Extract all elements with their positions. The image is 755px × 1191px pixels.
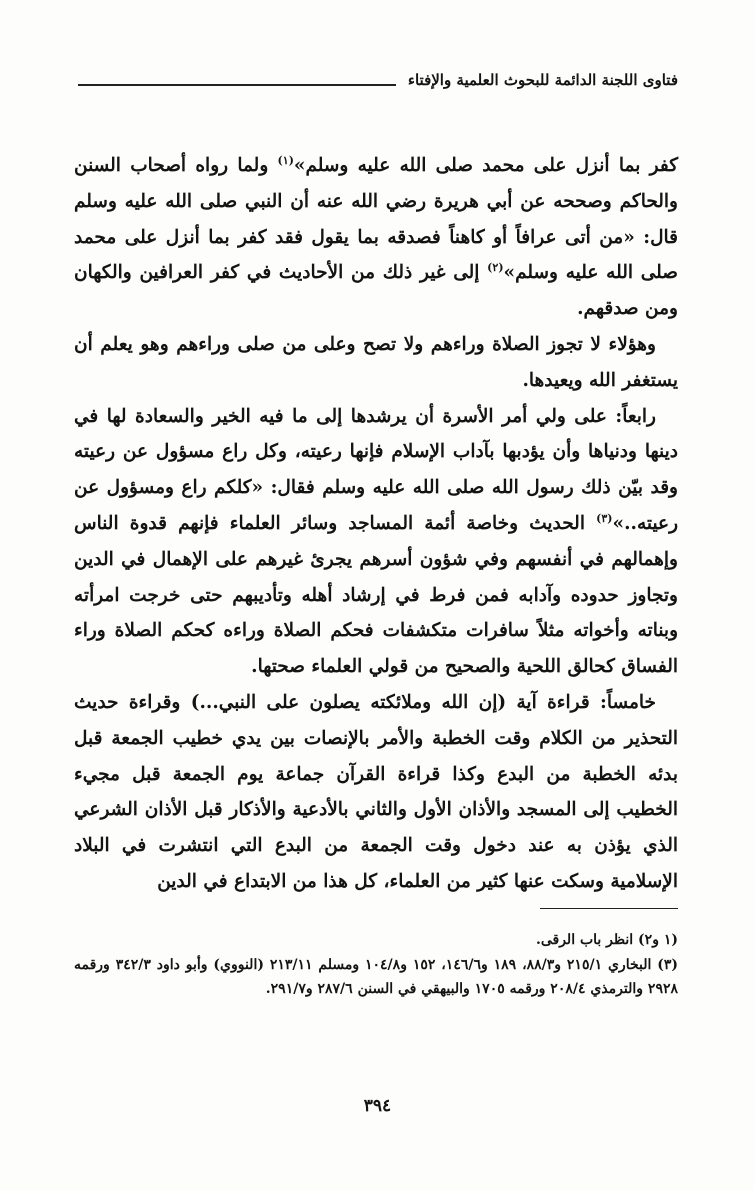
header-rule [78, 84, 396, 86]
footnote-2: (٣) البخاري ٢١٥/١ و٨٨/٣، ١٨٩ و١٤٦/٦، ١٥٢ و١٠٤/٨ ومسلم ٢١٣/١١ (النووي) وأبو داود ٣٤٢/٣ ورقمه ٢٩٢٨ والترمذي ٢٠٨/٤ ورقمه ١٧٠٥ والبيهقي في السنن ٢٨٧/٦ و٢٩١/٧. [74, 956, 679, 997]
paragraph-1: كفر بما أنزل على محمد صلى الله عليه وسلم»$^{(١)}$ ولما رواه أصحاب السنن والحاكم وصححه عن أبي هريرة رضي الله عنه أن النبي صلى الله عليه وسلم قال: «من أتى عرافاً أو كاهناً فصدقه بما يقول فقد كفر بما أنزل على محمد صلى الله عليه وسلم»$^{(٢)}$ إلى غير ذلك من الأحاديث في كفر العرافين والكهان ومن صدقهم. [74, 153, 679, 320]
footnote-ref-3: (٣) [596, 511, 613, 525]
footnote-ref-2: (٢) [487, 261, 504, 275]
paragraph-3: رابعاً: على ولي أمر الأسرة أن يرشدها إلى ما فيه الخير والسعادة لها في دينها ودنياها وأن يؤدبها بآداب الإسلام فإنها رعيته، وكل راع مسؤول عن رعيته وقد بيّن ذلك رسول الله صلى الله عليه وسلم فقال: «كلكم راع ومسؤول عن رعيته..»$^{(٣)}$ الحديث وخاصة أئمة المساجد وسائر العلماء فإنهم قدوة الناس وإهمالهم في أنفسهم وفي شؤون أسرهم يجرئ غيرهم على الإهمال في الدين وتجاوز حدوده وآدابه فمن فرط في إرشاد أهله وتأديبهم حتى خرجت امرأته وبناته وأخواته مثلاً سافرات متكشفات فحكم الصلاة وراءه كحكم الصلاة وراء الفساق كحالق اللحية والصحيح من قولي العلماء صحتها. [74, 405, 678, 678]
running-header [78, 68, 678, 92]
footnote-ref-1: (١) [277, 153, 294, 167]
main-text [74, 148, 678, 900]
footnotes [74, 928, 678, 1002]
book-title: فتاوى اللجنة الدائمة للبحوث العلمية والإفتاء [407, 71, 678, 89]
footnote-divider [540, 908, 678, 909]
footnote-1: (١ و٢) انظر باب الرقى. [535, 932, 678, 948]
paragraph-4: خامساً: قراءة آية (إن الله وملائكته يصلون على النبي...) وقراءة حديث التحذير من الكلام وقت الخطبة والأمر بالإنصات بين يدي خطيب الجمعة قبل بدئه الخطبة من البدع وكذا قراءة القرآن جماعة يوم الجمعة قبل مجيء الخطيب إلى المسجد والأذان الأول والثاني بالأدعية والأذكار قبل الأذان الشرعي الذي يؤذن به عند دخول وقت الجمعة من البدع التي انتشرت في البلاد الإسلامية وسكت عنها كثير من العلماء، كل هذا من الابتداع في الدين [74, 691, 678, 892]
paragraph-2: وهؤلاء لا تجوز الصلاة وراءهم ولا تصح وعلى من صلى وراءهم وهو يعلم أن يستغفر الله ويعيدها. [74, 333, 678, 391]
page-number: ٣٩٤ [363, 1096, 392, 1116]
